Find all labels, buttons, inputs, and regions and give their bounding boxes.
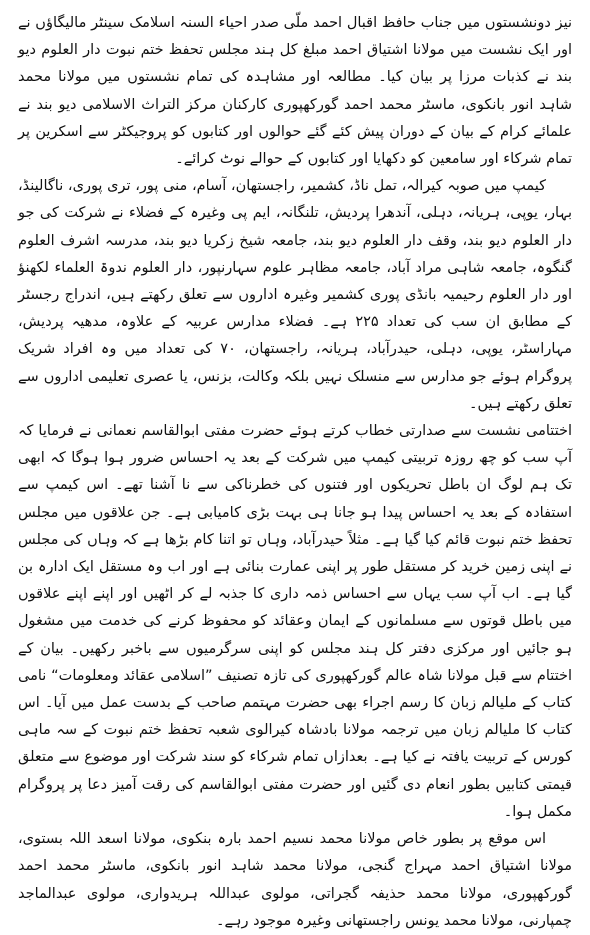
paragraph-closing-address: اختتامی نشست سے صدارتی خطاب کرتے ہوئے حضرت مفتی ابوالقاسم نعمانی نے فرمایا کہ آپ سب کو چھ روزہ تربیتی کیمپ میں شرکت کے بعد یہ احساس ضرور ہوا ہوگا کہ ابھی تک ہم لوگ ان باطل تحریکوں اور فتنوں کی خطرناکی سے نا آشنا تھے۔ اس کیمپ سے استفادہ کے بعد یہ احساس پیدا ہو جانا ہی بہت بڑی کامیابی ہے۔ جن علاقوں میں مجلس تحفظ ختم نبوت قائم کیا گیا ہے۔ مثلاً حیدرآباد، وہاں تو اتنا کام بڑھا ہے کہ وہاں کی مجلس نے اپنی زمین خرید کر مستقل طور پر اپنی عمارت بنائی ہے اور اب وہ مستقل ایک ادارہ بن گیا ہے۔ اب آپ سب یہاں سے احساس ذمہ داری کا جذبہ لے کر اٹھیں اور اپنے اپنے علاقوں میں باطل قوتوں سے مسلمانوں کے ایمان وعقائد کو محفوظ کرنے کی خدمت میں مشغول ہو جائیں اور مرکزی دفتر کل ہند مجلس کو اپنی سرگرمیوں سے باخبر رکھیں۔ بیان کے اختتام سے قبل مولانا شاہ عالم گورکھپوری کی تازہ تصنیف ”اسلامی عقائد ومعلومات“ نامی کتاب کے ملیالم زبان کا رسم اجراء بھی حضرت مہتمم صاحب کے بدست عمل میں آیا۔ اس کتاب کا ملیالم زبان میں ترجمہ مولانا بادشاہ کیرالوی شعبہ تحفظ ختم نبوت کے سہ ماہی کورس کے تربیت یافتہ نے کیا ہے۔ بعدازاں تمام شرکاء کو سند شرکت اور موضوع سے متعلق قیمتی کتابیں بطور انعام دی گئیں اور حضرت مفتی ابوالقاسم کی رقت آمیز دعا پر پروگرام مکمل ہوا۔ (18, 423, 572, 820)
paragraph-participants: کیمپ میں صوبہ کیرالہ، تمل ناڈ، کشمیر، راجستھان، آسام، منی پور، تری پوری، ناگالینڈ، بہار، یوپی، ہریانہ، دہلی، آندھرا پردیش، تلنگانہ، ایم پی وغیرہ کے فضلاء نے شرکت کی جو دار العلوم دیو بند، وقف دار العلوم دیو بند، جامعہ شیخ زکریا دیو بند، مدرسہ اشرف العلوم گنگوہ، جامعہ شاہی مراد آباد، جامعہ مظاہر علوم سہارنپور، دار العلوم ندوۃ العلماء لکھنؤ اور دار العلوم رحیمیہ بانڈی پوری کشمیر وغیرہ اداروں سے تعلق رکھتے ہیں، اندراج رجسٹر کے مطابق ان سب کی تعداد ۲۲۵ ہے۔ فضلاء مدارس عربیہ کے علاوہ، مدھیہ پردیش، مہاراسٹر، یوپی، دہلی، حیدرآباد، ہریانہ، راجستھان، ۷۰ کی تعداد میں وہ افراد شریک پروگرام ہوئے جو مدارس سے منسلک نہیں بلکہ وکالت، بزنس، یا عصری تعلیمی اداروں سے تعلق رکھتے ہیں۔ (18, 178, 572, 412)
paragraph-speakers-and-projection: نیز دونشستوں میں جناب حافظ اقبال احمد ملّی صدر احیاء السنہ اسلامک سینٹر مالیگاؤں نے اور ایک نشست میں مولانا اشتیاق احمد مبلغ کل ہند مجلس تحفظ ختم نبوت دار العلوم دیو بند نے کذبات مرزا پر بیان کیا۔ مطالعہ اور مشاہدہ کی تمام نشستوں میں مولانا محمد شاہد انور بانکوی، ماسٹر محمد احمد گورکھپوری کارکنان مرکز التراث الاسلامی دیو بند نے علمائے کرام کے بیان کے دوران پیش کئے گئے حوالوں اور کتابوں کو پروجیکٹر سے اسکرین پر تمام شرکاء اور سامعین کو دکھایا اور کتابوں کے حوالے نوٹ کرائے۔ (18, 15, 572, 168)
paragraph-attendees: اس موقع پر بطور خاص مولانا محمد نسیم احمد بارہ بنکوی، مولانا اسعد اللہ بستوی، مولانا اشتیاق احمد مہراج گنجی، مولانا محمد شاہد انور بانکوی، ماسٹر محمد احمد گورکھپوری، مولانا محمد حذیفہ گجراتی، مولوی عبداللہ ہریدواری، مولوی عبدالماجد چمپارنی، مولانا محمد یونس راجستھانی وغیرہ موجود رہے۔ (18, 831, 572, 929)
